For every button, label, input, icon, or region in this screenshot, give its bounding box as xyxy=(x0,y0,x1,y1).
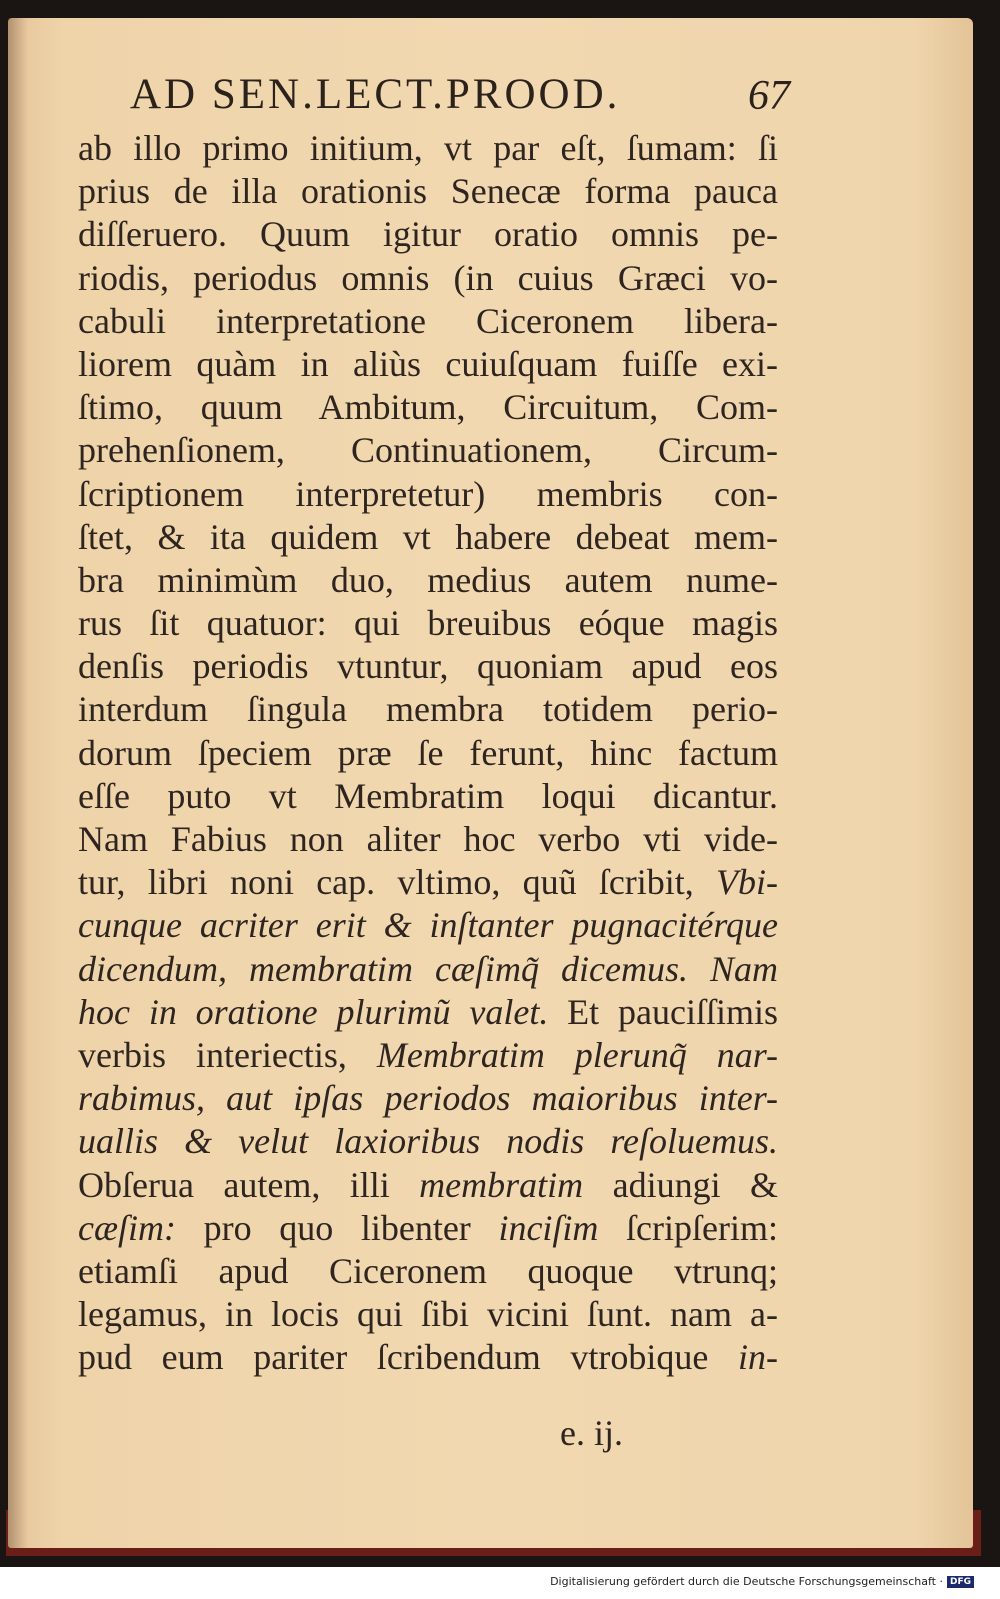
page-header xyxy=(130,70,790,124)
text-line xyxy=(78,127,778,170)
text-line xyxy=(78,257,778,300)
text-run: legamus, in locis qui ſibi vicini ſunt. nam a- xyxy=(78,1294,778,1335)
text-line xyxy=(78,732,778,775)
text-run: pro quo libenter xyxy=(175,1207,499,1248)
text-line xyxy=(78,559,778,602)
text-line xyxy=(78,300,778,343)
text-run: prius de illa orationis Senecæ forma pauca xyxy=(78,171,778,212)
text-line xyxy=(78,1077,778,1120)
text-line xyxy=(78,861,778,904)
text-run: uallis & velut laxioribus nodis reſoluemus. xyxy=(78,1121,778,1162)
text-line xyxy=(78,516,778,559)
text-line xyxy=(78,818,778,861)
text-run: rus ſit quatuor: qui breuibus eóque magis xyxy=(78,603,778,644)
text-run: ab illo primo initium, vt par eſt, ſumam: ſi xyxy=(78,128,778,168)
text-line xyxy=(78,1120,778,1163)
text-line xyxy=(78,1336,778,1379)
text-line xyxy=(78,386,778,429)
text-line xyxy=(78,775,778,818)
text-run: etiamſi apud Ciceronem quoque vtrunq; xyxy=(78,1250,778,1291)
text-run: verbis interiectis, xyxy=(78,1034,377,1075)
text-run: tur, libri noni cap. vltimo, quũ ſcribit, xyxy=(78,862,717,903)
signature-mark: e. ij. xyxy=(560,1413,623,1453)
text-line xyxy=(78,688,778,731)
text-line xyxy=(78,904,778,947)
text-run: dicendum, membratim cæſimq̃ dicemus. Nam xyxy=(78,948,778,989)
text-run: cunque acriter erit & inſtanter pugnacitérque xyxy=(78,905,778,946)
text-line xyxy=(78,343,778,386)
dfg-logo: DFG xyxy=(947,1576,974,1588)
italic-run: Membratim plerunq̃ nar- xyxy=(376,1034,779,1075)
text-run: prehenſionem, Continuationem, Circum- xyxy=(78,430,778,471)
page-number: 67 xyxy=(748,73,790,119)
digitization-credit xyxy=(550,1575,974,1588)
text-line xyxy=(78,1207,778,1250)
text-run: Et pauciſſimis xyxy=(548,991,778,1032)
text-run: ſcripſerim: xyxy=(598,1207,778,1248)
text-run: cabuli interpretatione Ciceronem libera- xyxy=(78,300,778,341)
spine-shadow xyxy=(8,18,28,1548)
text-run: dorum ſpeciem præ ſe ferunt, hinc factum xyxy=(78,732,778,773)
text-run: pud eum pariter ſcribendum vtrobique xyxy=(78,1337,738,1378)
text-line xyxy=(78,170,778,213)
text-line xyxy=(78,1250,778,1293)
text-line xyxy=(78,429,778,472)
text-line xyxy=(78,1034,778,1077)
text-run: liorem quàm in aliùs cuiuſquam fuiſſe exi- xyxy=(78,343,778,384)
running-head: AD SEN.LECT.PROOD. xyxy=(130,71,621,118)
text-run: Obſerua autem, illi xyxy=(78,1164,420,1205)
text-run: adiungi & xyxy=(583,1164,778,1205)
text-run: denſis periodis vtuntur, quoniam apud eos xyxy=(78,646,778,687)
text-line xyxy=(78,948,778,991)
text-run: ſcriptionem interpretetur) membris con- xyxy=(78,473,778,514)
text-run: bra minimùm duo, medius autem nume- xyxy=(78,559,778,600)
italic-run: Vbi- xyxy=(716,862,778,903)
text-run: diſſeruero. Quum igitur oratio omnis pe- xyxy=(78,214,778,255)
text-line xyxy=(78,213,778,256)
body-text xyxy=(78,127,778,1379)
italic-run: inciſim xyxy=(498,1207,599,1248)
text-line xyxy=(78,602,778,645)
text-line xyxy=(78,1293,778,1336)
text-line xyxy=(78,991,778,1034)
text-run: eſſe puto vt Membratim loqui dicantur. xyxy=(78,775,778,816)
italic-run: cæſim: xyxy=(78,1207,176,1248)
text-line xyxy=(78,1164,778,1207)
text-run: riodis, periodus omnis (in cuius Græci vo- xyxy=(78,257,778,298)
text-run: ſtet, & ita quidem vt habere debeat mem- xyxy=(78,516,778,557)
text-run: rabimus, aut ipſas periodos maioribus inter- xyxy=(78,1078,778,1119)
credit-text: Digitalisierung gefördert durch die Deutsche Forschungsgemeinschaft · xyxy=(550,1575,943,1588)
italic-run: membratim xyxy=(419,1164,584,1205)
text-run: Nam Fabius non aliter hoc verbo vti vide- xyxy=(78,819,778,859)
text-run: interdum ſingula membra totidem perio- xyxy=(78,689,778,730)
text-line xyxy=(78,473,778,516)
text-run: ſtimo, quum Ambitum, Circuitum, Com- xyxy=(78,387,778,428)
text-line xyxy=(78,645,778,688)
italic-run: hoc in oratione plurimũ valet. xyxy=(78,991,549,1032)
italic-run: in- xyxy=(738,1337,778,1378)
